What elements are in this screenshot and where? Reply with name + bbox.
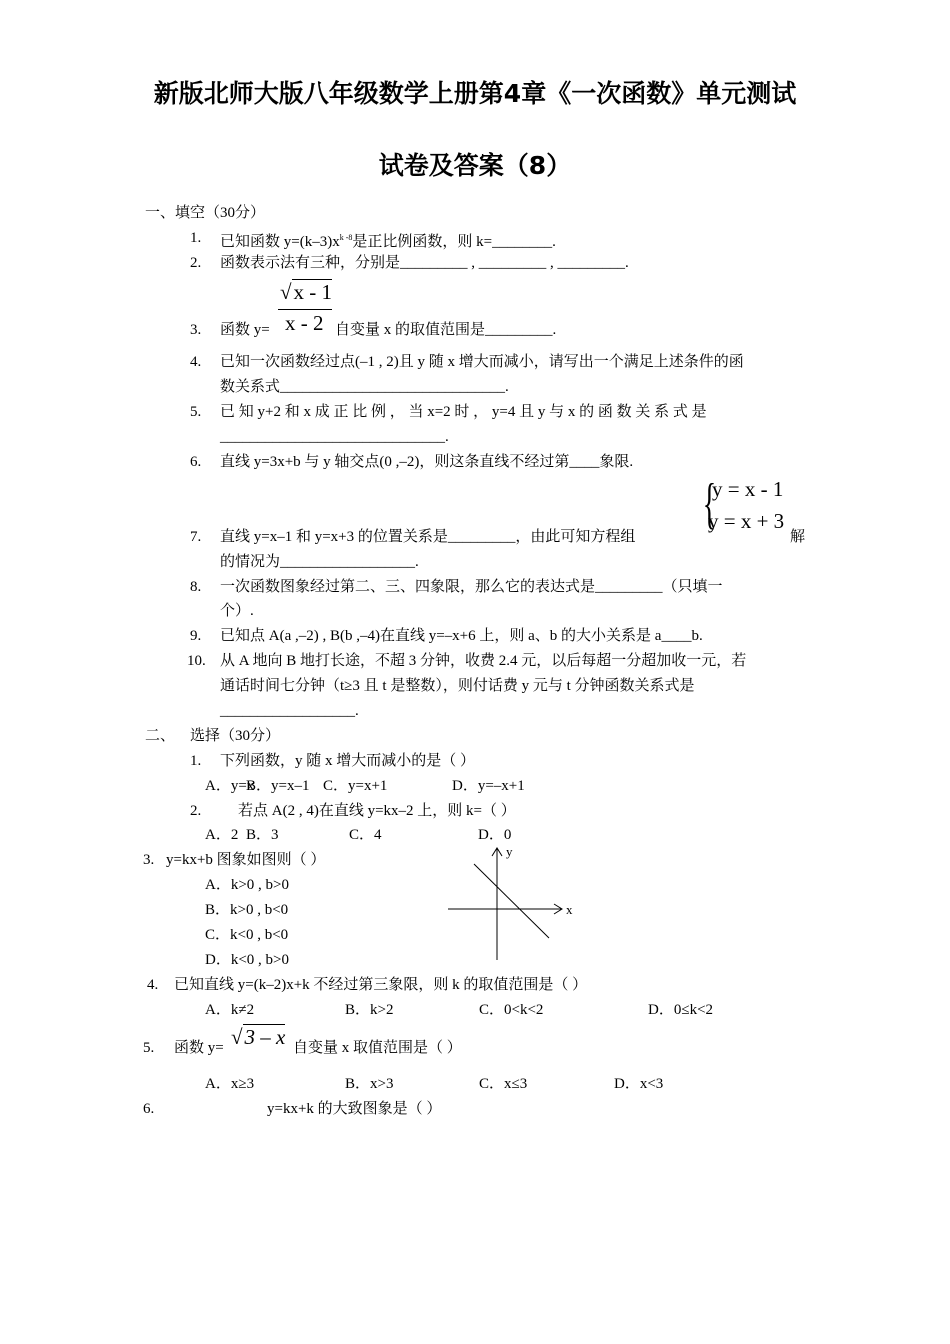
q-text: 是正比例函数，则 k=________. — [352, 234, 556, 250]
q-number: 1. — [190, 230, 202, 246]
q-text: 个）. — [220, 603, 254, 619]
radicand: x - 1 — [293, 280, 333, 304]
equation-2: y = x + 3 — [708, 509, 785, 533]
option[interactable]: C．4 — [349, 827, 382, 843]
q-number: 6. — [143, 1101, 155, 1117]
q-text: 从 A 地向 B 地打长途，不超 3 分钟，收费 2.4 元，以后每超一分超加收一元，若 — [220, 653, 747, 669]
q-number: 3. — [190, 322, 202, 338]
equation-1: y = x - 1 — [712, 477, 784, 501]
option[interactable]: B．k>0 , b<0 — [205, 902, 289, 918]
q-text: 已知函数 y=(k–3)x — [220, 234, 340, 250]
q-text: 自变量 x 取值范围是（ ） — [293, 1040, 462, 1056]
option[interactable]: A．k≠2 — [205, 1002, 255, 1018]
q-number: 3. — [143, 852, 155, 868]
q-text: 数关系式______________________________. — [220, 379, 509, 395]
q-text: ______________________________. — [220, 429, 449, 445]
q-number: 8. — [190, 579, 202, 595]
q-number: 1. — [190, 753, 202, 769]
q-number: 2. — [190, 255, 202, 271]
q-text: 的情况为__________________. — [220, 554, 419, 570]
option[interactable]: C．0<k<2 — [479, 1002, 544, 1018]
q-text: 下列函数，y 随 x 增大而减小的是（ ） — [220, 753, 476, 769]
fill-q2: 函数表示法有三种，分别是_________ , _________ , _________. — [220, 255, 629, 271]
option[interactable]: A．y=x — [205, 778, 255, 794]
option[interactable]: D．k<0 , b>0 — [205, 952, 290, 968]
option[interactable]: D．y=–x+1 — [452, 778, 525, 794]
option[interactable]: B．k>2 — [345, 1002, 394, 1018]
q-number: 2. — [190, 803, 202, 819]
title-line-1: 新版北师大版八年级数学上册第4章《一次函数》单元测试 — [153, 79, 797, 108]
fraction-bar — [278, 309, 332, 310]
square-root: √3 – x — [231, 1025, 286, 1049]
option[interactable]: D．0 — [478, 827, 512, 843]
q-text: y=kx+k 的大致图象是（ ） — [267, 1101, 442, 1117]
fraction-numerator: √x - 1 — [280, 280, 333, 304]
option[interactable]: C．x≤3 — [479, 1076, 528, 1092]
q-text: 自变量 x 的取值范围是_________. — [335, 322, 557, 338]
option[interactable]: C．k<0 , b<0 — [205, 927, 289, 943]
q-number: 4. — [147, 977, 159, 993]
line-graph-figure — [440, 840, 590, 970]
q-text: 通话时间七分钟（t≥3 且 t 是整数），则付话费 y 元与 t 分钟函数关系式是 — [220, 678, 695, 694]
q-text: 函数 y= — [220, 322, 270, 338]
q-text: 函数 y= — [174, 1040, 224, 1056]
option[interactable]: A．k>0 , b>0 — [205, 877, 290, 893]
option[interactable]: D．0≤k<2 — [648, 1002, 714, 1018]
q-number: 6. — [190, 454, 202, 470]
q-number: 7. — [190, 529, 202, 545]
q-text: 解 — [790, 529, 806, 545]
q-text: 已 知 y+2 和 x 成 正 比 例 ， 当 x=2 时 ， y=4 且 y 与 x 的 函 数 关 系 式 是 — [220, 404, 707, 420]
q-text: 已知点 A(a ,–2) , B(b ,–4)在直线 y=–x+6 上，则 a、b 的大小关系是 a____b. — [220, 628, 703, 644]
section-2-number: 二、 — [145, 728, 176, 744]
q-text: 若点 A(2 , 4)在直线 y=kx–2 上，则 k=（ ） — [238, 803, 516, 819]
q-number: 4. — [190, 354, 202, 370]
q-text: 直线 y=x–1 和 y=x+3 的位置关系是_________，由此可知方程组 — [220, 529, 636, 545]
radicand: 3 – x — [244, 1025, 286, 1049]
option[interactable]: A．2 — [205, 827, 239, 843]
fraction-denominator: x - 2 — [285, 311, 324, 335]
section-1-heading: 一、填空（30分） — [145, 205, 266, 221]
y-axis-label: y — [506, 844, 513, 859]
option[interactable]: B．y=x–1 — [246, 778, 310, 794]
q-number: 10. — [187, 653, 206, 669]
q-text: 直线 y=3x+b 与 y 轴交点(0 ,–2)，则这条直线不经过第____象限. — [220, 454, 634, 470]
q-text: 一次函数图象经过第二、三、四象限，那么它的表达式是_________（只填一 — [220, 579, 723, 595]
section-2-heading: 选择（30分） — [190, 728, 281, 744]
fill-q1 — [220, 229, 556, 251]
q-number: 5. — [143, 1040, 155, 1056]
option[interactable]: B．x>3 — [345, 1076, 394, 1092]
option[interactable]: A．x≥3 — [205, 1076, 255, 1092]
brace: { — [702, 473, 717, 535]
title-line-2: 试卷及答案（8） — [378, 151, 572, 180]
exponent: k -8 — [339, 233, 353, 242]
q-text: 已知一次函数经过点(–1 , 2)且 y 随 x 增大而减小，请写出一个满足上述条件的函 — [220, 354, 744, 370]
x-axis-label: x — [566, 902, 573, 917]
function-line — [474, 864, 549, 938]
q-text: __________________. — [220, 703, 359, 719]
q-number: 5. — [190, 404, 202, 420]
q-text: y=kx+b 图象如图则（ ） — [166, 852, 326, 868]
option[interactable]: C．y=x+1 — [323, 778, 388, 794]
option[interactable]: B．3 — [246, 827, 279, 843]
q-text: 已知直线 y=(k–2)x+k 不经过第三象限，则 k 的取值范围是（ ） — [174, 977, 588, 993]
option[interactable]: D．x<3 — [614, 1076, 664, 1092]
q-number: 9. — [190, 628, 202, 644]
